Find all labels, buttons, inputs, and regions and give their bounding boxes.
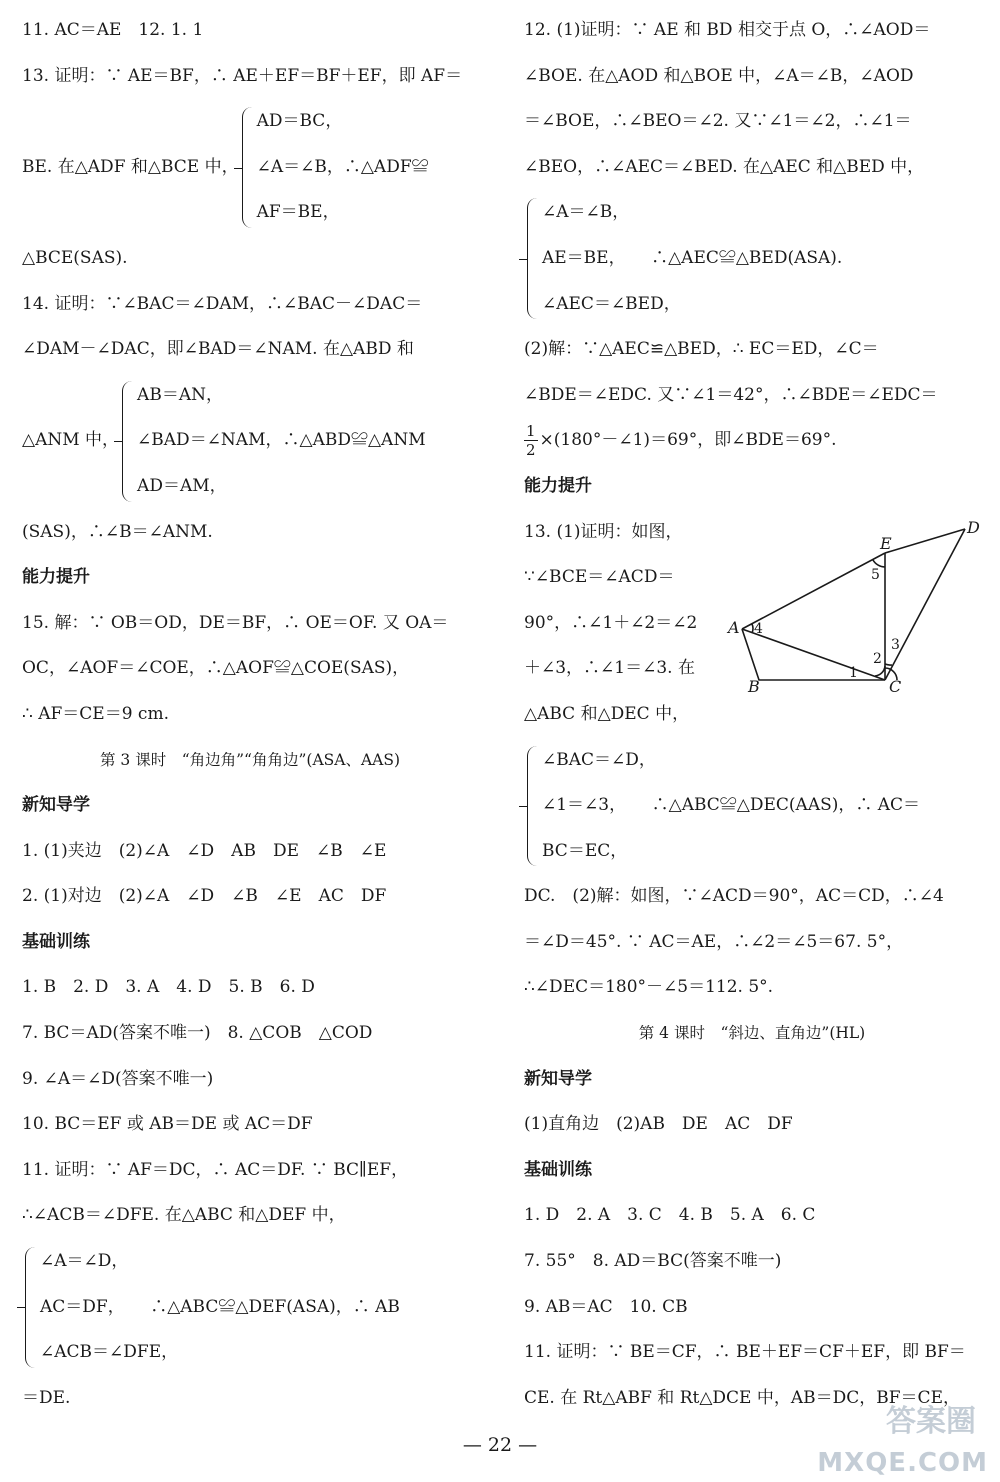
text-line: (SAS)，∴∠B＝∠ANM.	[22, 521, 213, 542]
system-row: ∠1＝∠3， ∴△ABC≌△DEC(AAS)，∴ AC＝	[542, 795, 921, 816]
section-heading: 能力提升	[22, 567, 90, 588]
text-line: DC. (2)解：如图，∵∠ACD＝90°，AC＝CD，∴∠4	[524, 886, 944, 907]
left-brace	[25, 1247, 36, 1368]
system-row: ∠A＝∠B，∴△ADF≌	[256, 156, 429, 177]
text-line: ＋∠3，∴∠1＝∠3. 在	[524, 658, 695, 679]
text-line: ∠BOE. 在△AOD 和△BOE 中，∠A＝∠B，∠AOD	[524, 65, 914, 86]
fraction-numerator: 1	[526, 422, 536, 441]
lesson-title: 第 4 课时 “斜边、直角边”(HL)	[638, 1024, 866, 1043]
text-line: ＝DE.	[22, 1387, 71, 1408]
right-column	[524, 8, 980, 1421]
angle-label: 1	[849, 665, 858, 681]
equation-system	[119, 373, 426, 510]
text-line: ∠DAM－∠DAC，即∠BAD＝∠NAM. 在△ABD 和	[22, 339, 414, 360]
watermark-url: MXQE.COM	[817, 1448, 988, 1478]
system-row: ∠AEC＝∠BED，	[542, 293, 681, 314]
text-line: BE. 在△ADF 和△BCE 中，	[22, 156, 239, 177]
system-row: ∠BAD＝∠NAM，∴△ABD≌△ANM	[137, 430, 426, 451]
section-heading: 基础训练	[524, 1159, 592, 1180]
segment-ae	[742, 553, 885, 629]
text-line: 7. BC＝AD(答案不唯一) 8. △COB △COD	[22, 1023, 373, 1044]
section-heading: 基础训练	[22, 931, 90, 952]
text-line: 11. 证明：∵ AF＝DC，∴ AC＝DF. ∵ BC∥EF，	[22, 1159, 409, 1180]
text-run: ×(180°－∠1)＝69°，即∠BDE＝69°.	[539, 430, 837, 451]
text-line: ∠BDE＝∠EDC. 又∵∠1＝42°，∴∠BDE＝∠EDC＝	[524, 384, 938, 405]
fraction-line	[524, 418, 980, 464]
text-line: ∴∠ACB＝∠DFE. 在△ABC 和△DEF 中，	[22, 1205, 346, 1226]
geometry-figure	[728, 515, 987, 696]
segment-cd	[885, 529, 965, 680]
text-line: ＝∠BOE，∴∠BEO＝∠2. 又∵∠1＝∠2，∴∠1＝	[524, 111, 912, 132]
text-line: ∴∠DEC＝180°－∠5＝112. 5°.	[524, 977, 774, 998]
system-row: AD＝AM，	[137, 475, 227, 496]
text-line: 13. 证明：∵ AE＝BF，∴ AE＋EF＝BF＋EF，即 AF＝	[22, 65, 463, 86]
angle-label: 2	[873, 651, 882, 667]
system-row: AC＝DF， ∴△ABC≌△DEF(ASA)，∴ AB	[40, 1296, 400, 1317]
text-line: 9. AB＝AC 10. CB	[524, 1296, 688, 1317]
angle-arc-5	[873, 560, 885, 567]
point-label: C	[889, 677, 902, 696]
system-row: AE＝BE， ∴△AEC≌△BED(ASA).	[542, 247, 843, 268]
text-line: OC，∠AOF＝∠COE，∴△AOF≌△COE(SAS)，	[22, 658, 410, 679]
text-line: 1. B 2. D 3. A 4. D 5. B 6. D	[22, 977, 315, 998]
left-brace	[527, 746, 538, 867]
text-line: 14. 证明：∵∠BAC＝∠DAM，∴∠BAC－∠DAC＝	[22, 293, 423, 314]
system-row: ∠BAC＝∠D，	[542, 749, 656, 770]
equation-system	[524, 190, 980, 327]
text-line: 15. 解：∵ OB＝OD，DE＝BF，∴ OE＝OF. 又 OA＝	[22, 612, 449, 633]
text-line: 2. (1)对边 (2)∠A ∠D ∠B ∠E AC DF	[22, 886, 387, 907]
system-row: AB＝AN，	[137, 384, 223, 405]
equation-system-block	[22, 99, 478, 236]
text-line: 7. 55° 8. AD＝BC(答案不唯一)	[524, 1251, 782, 1272]
angle-label: 3	[891, 637, 900, 653]
point-label: A	[728, 618, 740, 637]
fraction	[524, 422, 538, 459]
watermark-logo	[817, 1390, 994, 1482]
text-line: 11. AC＝AE 12. 1. 1	[22, 20, 204, 40]
section-heading: 新知导学	[524, 1068, 592, 1089]
text-line: △BCE(SAS).	[22, 247, 128, 268]
angle-arc-2	[875, 666, 885, 676]
equation-system-block	[22, 373, 478, 510]
left-column	[22, 8, 478, 1421]
text-line: 1. D 2. A 3. C 4. B 5. A 6. C	[524, 1205, 816, 1226]
angle-arc-4	[752, 624, 753, 633]
point-label: E	[880, 534, 892, 553]
system-row: AD＝BC，	[256, 111, 343, 132]
lesson-title: 第 3 课时 “角边角”“角角边”(ASA、AAS)	[99, 750, 401, 769]
text-line: △ANM 中，	[22, 430, 120, 451]
angle-label: 5	[871, 567, 880, 583]
text-line: 1. (1)夹边 (2)∠A ∠D AB DE ∠B ∠E	[22, 840, 387, 861]
section-heading: 新知导学	[22, 795, 90, 816]
equation-system	[524, 738, 980, 875]
text-line: 12. (1)证明：∵ AE 和 BD 相交于点 O，∴∠AOD＝	[524, 20, 931, 40]
fraction-denominator: 2	[526, 441, 536, 460]
text-line: 90°，∴∠1＋∠2＝∠2	[524, 612, 698, 633]
point-label: D	[967, 518, 980, 537]
left-brace	[242, 107, 253, 228]
text-line: (1)直角边 (2)AB DE AC DF	[524, 1114, 793, 1135]
equation-system	[239, 99, 429, 236]
watermark-text: 答案圈	[886, 1404, 976, 1439]
text-line: 10. BC＝EF 或 AB＝DE 或 AC＝DF	[22, 1114, 313, 1135]
text-line: ∠BEO，∴∠AEC＝∠BED. 在△AEC 和△BED 中，	[524, 156, 925, 177]
segment-ac	[742, 629, 885, 680]
equation-system	[22, 1239, 478, 1376]
left-brace	[527, 198, 538, 319]
angle-label: 4	[754, 621, 763, 637]
page-number: — 22 —	[462, 1434, 538, 1456]
text-line: ∴ AF＝CE＝9 cm.	[22, 703, 169, 724]
section-heading: 能力提升	[524, 475, 592, 496]
text-line: (2)解：∵△AEC≌△BED，∴ EC＝ED，∠C＝	[524, 339, 879, 360]
angle-arc-3	[885, 664, 892, 665]
system-row: AF＝BE，	[256, 202, 340, 223]
text-line: 9. ∠A＝∠D(答案不唯一)	[22, 1068, 214, 1089]
system-row: BC＝EC，	[542, 840, 628, 861]
segment-ed	[885, 529, 965, 553]
text-line: ∵∠BCE＝∠ACD＝	[524, 567, 675, 588]
system-row: ∠A＝∠B，	[542, 202, 630, 223]
text-line: ＝∠D＝45°. ∵ AC＝AE，∴∠2＝∠5＝67. 5°，	[524, 931, 904, 952]
left-brace	[122, 381, 133, 502]
text-line: △ABC 和△DEC 中，	[524, 703, 690, 724]
figure-lines	[742, 529, 965, 680]
text-line: 11. 证明：∵ BE＝CF，∴ BE＋EF＝CF＋EF，即 BF＝	[524, 1342, 966, 1363]
text-line: 13. (1)证明：如图，	[524, 521, 683, 542]
text-line: CE. 在 Rt△ABF 和 Rt△DCE 中，AB＝DC，BF＝CE，	[524, 1387, 960, 1408]
system-row: ∠ACB＝∠DFE，	[40, 1342, 179, 1363]
point-label: B	[748, 677, 760, 696]
system-row: ∠A＝∠D，	[40, 1251, 129, 1272]
